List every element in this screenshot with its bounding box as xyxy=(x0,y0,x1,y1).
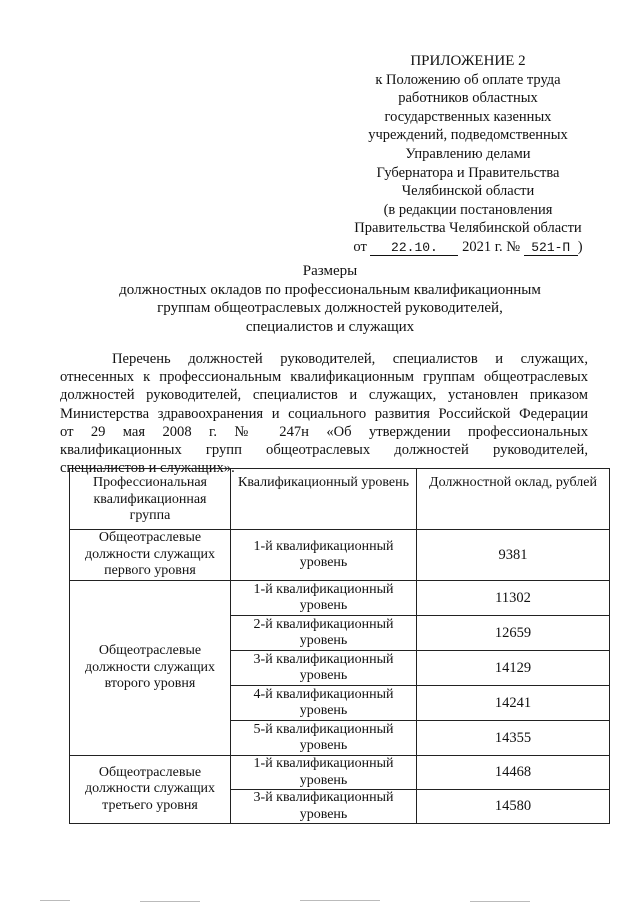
salary-table xyxy=(69,468,610,824)
level-cell: 3-й квалификационный уровень xyxy=(231,651,417,686)
table-row xyxy=(70,756,610,790)
resolution-number: 521-П xyxy=(524,241,578,256)
level-cell: 2-й квалификационный уровень xyxy=(231,616,417,651)
header-level: Квалификационный уровень xyxy=(231,469,417,530)
title-line: специалистов и служащих xyxy=(245,318,415,335)
appendix-line: Челябинской области xyxy=(401,183,535,200)
closing-paren: ) xyxy=(577,238,583,255)
salary-cell: 9381 xyxy=(417,530,610,581)
date-prefix: от xyxy=(353,238,367,255)
appendix-line: к Положению об оплате труда xyxy=(375,71,561,88)
title-line: Размеры xyxy=(302,263,358,279)
appendix-line: Губернатора и Правительства xyxy=(376,164,560,181)
scan-artifact xyxy=(300,900,380,901)
group-name: Общеотраслевые должности служащих первого уровня xyxy=(70,530,231,581)
resolution-reference xyxy=(318,238,618,257)
appendix-line: работников областных xyxy=(398,90,538,107)
intro-paragraph xyxy=(60,350,588,477)
salary-cell: 14355 xyxy=(417,721,610,756)
group-name: Общеотраслевые должности служащих третьего уровня xyxy=(70,756,231,824)
intro-line: должностей руководителей, специалистов и служащих, установлен приказом xyxy=(60,387,588,404)
appendix-line: учреждений, подведомственных xyxy=(368,127,568,144)
salary-cell: 11302 xyxy=(417,581,610,616)
salary-cell: 12659 xyxy=(417,616,610,651)
title-line: группам общеотраслевых должностей руководителей, xyxy=(157,300,503,316)
level-cell: 3-й квалификационный уровень xyxy=(231,790,417,824)
salary-cell: 14468 xyxy=(417,756,610,790)
table-row xyxy=(70,530,610,581)
salary-cell: 14580 xyxy=(417,790,610,824)
table-row xyxy=(70,581,610,616)
appendix-line: государственных казенных xyxy=(384,108,552,125)
scan-artifact xyxy=(470,901,530,902)
document-title xyxy=(60,262,600,336)
intro-line: квалификационных групп общеотраслевых должностей руководителей, xyxy=(60,442,588,459)
level-cell: 1-й квалификационный уровень xyxy=(231,756,417,790)
header-salary: Должностной оклад, рублей xyxy=(417,469,610,530)
resolution-date: 22.10. xyxy=(370,241,458,256)
scan-artifact xyxy=(40,900,70,901)
level-cell: 5-й квалификационный уровень xyxy=(231,721,417,756)
salary-cell: 14129 xyxy=(417,651,610,686)
table-header-row xyxy=(70,469,610,530)
salary-cell: 14241 xyxy=(417,686,610,721)
appendix-header xyxy=(318,52,618,257)
appendix-title: ПРИЛОЖЕНИЕ 2 xyxy=(410,53,526,69)
group-name: Общеотраслевые должности служащих второго уровня xyxy=(70,581,231,756)
appendix-line: (в редакции постановления xyxy=(383,201,553,218)
intro-line: Министерства здравоохранения и социального развития Российской Федерации xyxy=(60,405,588,422)
scan-artifact xyxy=(140,901,200,902)
appendix-line: Управлению делами xyxy=(405,145,531,162)
year-text: 2021 г. № xyxy=(462,238,521,255)
appendix-line: Правительства Челябинской области xyxy=(354,220,582,237)
level-cell: 1-й квалификационный уровень xyxy=(231,530,417,581)
title-line: должностных окладов по профессиональным квалификационным xyxy=(119,281,541,298)
intro-line: специалистов и служащих». xyxy=(60,460,235,477)
intro-line: Перечень должностей руководителей, специалистов и служащих, xyxy=(112,351,588,367)
intro-line: от 29 мая 2008 г. № 247н «Об утверждении профессиональных xyxy=(60,423,588,440)
header-group: Профессиональная квалификационная группа xyxy=(70,469,231,530)
intro-line: отнесенных к профессиональным квалификационным группам общеотраслевых xyxy=(60,369,588,386)
level-cell: 4-й квалификационный уровень xyxy=(231,686,417,721)
level-cell: 1-й квалификационный уровень xyxy=(231,581,417,616)
